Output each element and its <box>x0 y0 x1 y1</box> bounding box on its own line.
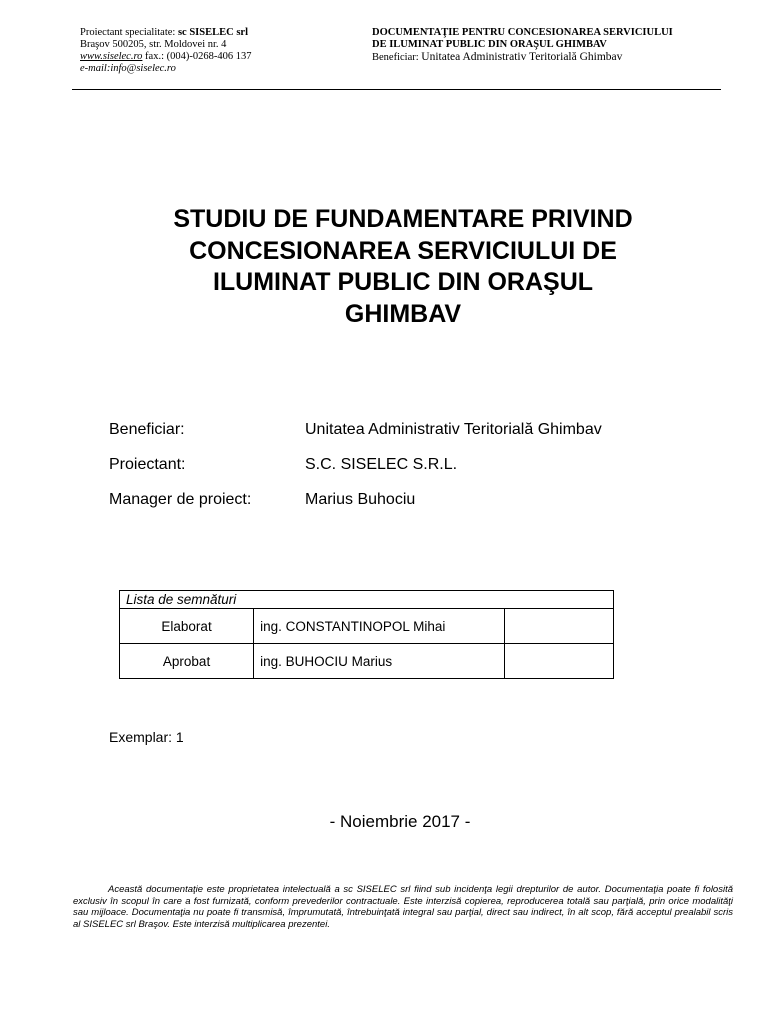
manager-value: Marius Buhociu <box>305 491 416 508</box>
manager-label: Manager de proiect: <box>109 491 252 508</box>
proiectant-value: S.C. SISELEC S.R.L. <box>305 456 458 473</box>
header-contact-line <box>80 51 251 63</box>
header-doc-title-line1: DOCUMENTAŢIE PENTRU CONCESIONAREA SERVICIULUI <box>372 27 673 38</box>
signature-name: ing. CONSTANTINOPOL Mihai <box>254 609 505 644</box>
beneficiar-value: Unitatea Administrativ Teritorială Ghimbav <box>305 421 602 438</box>
header-website-link[interactable]: www.siselec.ro <box>80 51 143 62</box>
signature-cell <box>505 609 614 644</box>
header-doc-title-line2: DE ILUMINAT PUBLIC DIN ORAŞUL GHIMBAV <box>372 39 607 50</box>
header-beneficiar: Beneficiar: Unitatea Administrativ Teritorială Ghimbav <box>372 51 623 63</box>
table-row <box>120 609 614 644</box>
header-address: Braşov 500205, str. Moldovei nr. 4 <box>80 39 227 50</box>
header-left <box>80 27 251 75</box>
header-email: e-mail:info@siselec.ro <box>80 63 176 74</box>
signature-role: Aprobat <box>120 644 254 679</box>
title-line: GHIMBAV <box>344 299 462 328</box>
signature-table <box>119 590 614 679</box>
page-title <box>108 204 698 330</box>
signature-name: ing. BUHOCIU Marius <box>254 644 505 679</box>
header-company: sc SISELEC srl <box>177 27 248 38</box>
header-divider <box>72 89 721 90</box>
header-designer-line: Proiectant specialitate: sc SISELEC srl <box>80 27 248 38</box>
beneficiar-label: Beneficiar: <box>109 421 185 438</box>
title-line: CONCESIONAREA SERVICIULUI DE <box>189 236 617 265</box>
signature-caption: Lista de semnături <box>120 591 614 609</box>
document-date: - Noiembrie 2017 - <box>329 812 471 831</box>
header-fax: fax.: (004)-0268-406 137 <box>142 51 252 62</box>
signature-cell <box>505 644 614 679</box>
signature-role: Elaborat <box>120 609 254 644</box>
signature-caption-row <box>120 591 614 609</box>
exemplar-count: Exemplar: 1 <box>109 729 184 745</box>
title-line: STUDIU DE FUNDAMENTARE PRIVIND <box>173 205 633 233</box>
header-right <box>372 27 673 64</box>
proiectant-label: Proiectant: <box>109 456 186 473</box>
title-line: ILUMINAT PUBLIC DIN ORAŞUL <box>212 268 594 296</box>
copyright-notice: Această documentaţie este proprietatea intelectuală a sc SISELEC srl fiind sub incidenţa legii drepturilor de autor. Documentaţia poate fi folosită exclusiv în scopul în care a fost furnizată, conform prevederilor contractuale. Este interzisă copierea, reproducerea totală sau parţială, prin orice modalităţi sau mijloace. Documentaţia nu poate fi transmisă, împrumutată, întrebuinţată integral sau parţial, direct sau indirect, în alt scop, fără acceptul prealabil scris al SISELEC srl Braşov. Este interzisă multiplicarea prezentei. <box>73 884 733 930</box>
table-row <box>120 644 614 679</box>
